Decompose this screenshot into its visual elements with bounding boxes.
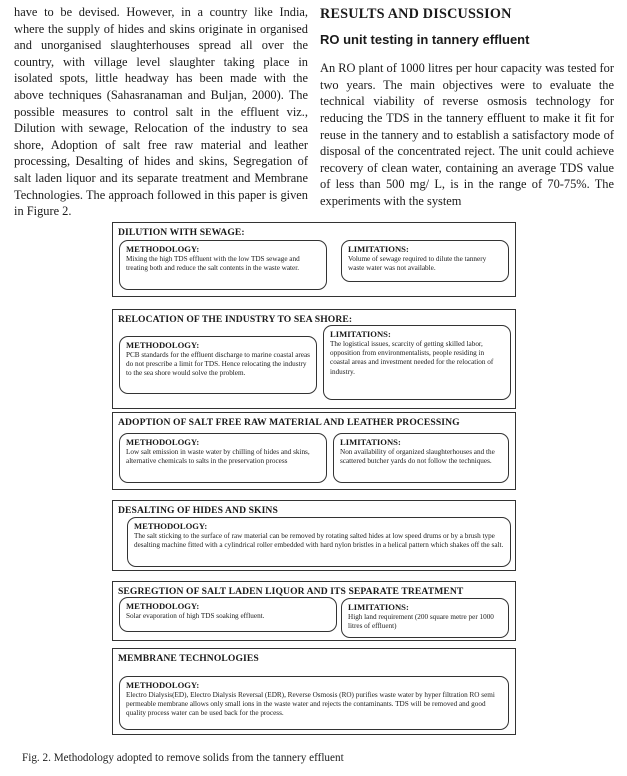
limitations-text: High land requirement (200 square metre per 1000 litres of effluent) xyxy=(348,613,494,631)
methodology-box xyxy=(119,676,509,730)
limitations-box xyxy=(341,240,509,282)
methodology-label: METHODOLOGY: xyxy=(126,437,200,447)
block-title: ADOPTION OF SALT FREE RAW MATERIAL AND LEATHER PROCESSING xyxy=(118,417,460,428)
right-paragraph: An RO plant of 1000 litres per hour capacity was tested for two years. The main objectives were to evaluate the technical viability of reverse osmosis technology for reducing the TDS in the tannery effluent to make it fit for reuse in the tannery and to establish a satisfactory mode of disposal of the concentrated reject. The unit could achieve recovery of clean water, containing an average TDS value of less than 500 mg/ L, is in the range of 70-75%. The experiments with the system xyxy=(320,61,614,208)
methodology-text: PCB standards for the effluent discharge to marine coastal areas do not prescribe a limit for TDS. Hence relocating the industry to the sea shore would solve the problem. xyxy=(126,351,310,378)
block-title: RELOCATION OF THE INDUSTRY TO SEA SHORE: xyxy=(118,314,353,325)
limitations-label: LIMITATIONS: xyxy=(348,602,409,612)
limitations-text: Volume of sewage required to dilute the tannery waste water was not available. xyxy=(348,255,487,273)
block-title: DESALTING OF HIDES AND SKINS xyxy=(118,505,278,516)
limitations-label: LIMITATIONS: xyxy=(348,244,409,254)
methodology-label: METHODOLOGY: xyxy=(126,601,200,611)
block-title: DILUTION WITH SEWAGE: xyxy=(118,227,245,238)
methodology-box xyxy=(119,336,317,394)
methodology-text: Electro Dialysis(ED), Electro Dialysis Reversal (EDR), Reverse Osmosis (RO) purifies waste water by hyper filtration RO semi permeable membrane allows only small ions in the waste water and rejects the contaminants. TDS will be removed and good quality process water can be used back for the process. xyxy=(126,691,495,718)
limitations-text: The logistical issues, scarcity of getting skilled labor, opposition from environmentalists, people residing in coastal areas and investment needed for the relocation of industry. xyxy=(330,340,494,376)
left-paragraph: have to be devised. However, in a country like India, where the supply of hides and skins originate in organised and unorganised slaughterhouses spread all over the country, with village level slaughter taking place in isolated spots, little headway has been made with the above techniques (Sahasranaman and Buljan, 2000). The possible measures to control salt in the effluent viz., Dilution with sewage, Relocation of the industry to sea shore, Adoption of salt free raw material and leather processing, Desalting of hides and skins, Segregation of salt laden liquor and its separate treatment and Membrane Technologies. The approach followed in this paper is given in Figure 2. xyxy=(14,5,308,219)
methodology-text: Mixing the high TDS effluent with the low TDS sewage and treating both and reduce the salt contents in the waste water. xyxy=(126,255,300,273)
limitations-label: LIMITATIONS: xyxy=(330,329,391,339)
left-column xyxy=(14,4,308,220)
methodology-box xyxy=(119,433,327,483)
limitations-label: LIMITATIONS: xyxy=(340,437,401,447)
block-title: MEMBRANE TECHNOLOGIES xyxy=(118,653,259,664)
methodology-label: METHODOLOGY: xyxy=(126,244,200,254)
subheading: RO unit testing in tannery effluent xyxy=(320,31,530,47)
limitations-box xyxy=(333,433,509,483)
methodology-text: Solar evaporation of high TDS soaking effluent. xyxy=(126,612,265,620)
methodology-box xyxy=(127,517,511,567)
right-column xyxy=(320,4,614,210)
methodology-label: METHODOLOGY: xyxy=(134,521,208,531)
methodology-text: The salt sticking to the surface of raw material can be removed by rotating salted hides at low speed drums or by a brush type desalting machine fitted with a cylindrical roller embedded with hard nylon bristles in a helical pattern which shakes off the salt. xyxy=(134,532,504,550)
block-salt-free-raw-material xyxy=(112,412,516,490)
section-heading: RESULTS AND DISCUSSION xyxy=(320,6,512,22)
methodology-label: METHODOLOGY: xyxy=(126,340,200,350)
methodology-box xyxy=(119,240,327,290)
methodology-text: Low salt emission in waste water by chilling of hides and skins, alternative chemicals to salts in the preservation process xyxy=(126,448,310,466)
block-membrane-technologies xyxy=(112,648,516,735)
block-segregation-of-salt-laden-liquor xyxy=(112,581,516,641)
limitations-text: Non availability of organized slaughterhouses and the scattered butcher yards do not follow the techniques. xyxy=(340,448,495,466)
limitations-box xyxy=(323,325,511,400)
figure-caption: Fig. 2. Methodology adopted to remove solids from the tannery effluent xyxy=(22,752,344,764)
block-title: SEGREGTION OF SALT LADEN LIQUOR AND ITS SEPARATE TREATMENT xyxy=(118,586,464,597)
block-desalting-hides-and-skins xyxy=(112,500,516,571)
block-relocation-to-sea-shore xyxy=(112,309,516,409)
limitations-box xyxy=(341,598,509,638)
block-dilution-with-sewage xyxy=(112,222,516,297)
methodology-label: METHODOLOGY: xyxy=(126,680,200,690)
methodology-box xyxy=(119,597,337,632)
